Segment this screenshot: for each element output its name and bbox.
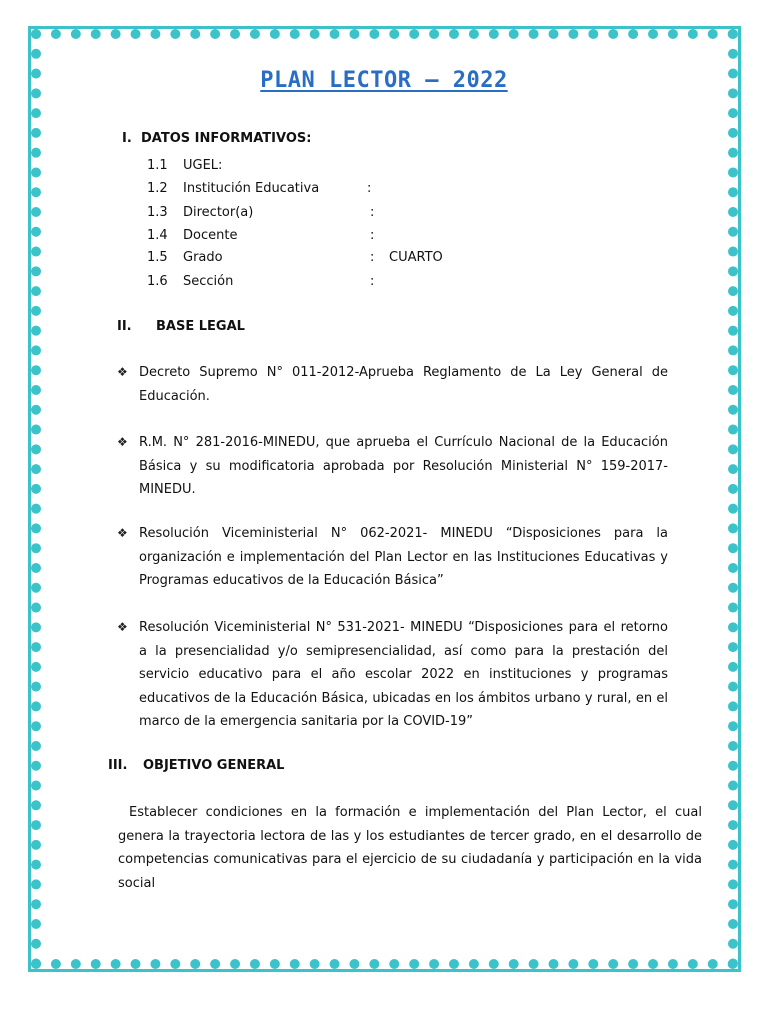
item-number: 1.2 bbox=[147, 181, 168, 196]
item-number: 1.4 bbox=[147, 228, 168, 243]
bullet-icon: ❖ bbox=[117, 435, 128, 449]
bullet-icon: ❖ bbox=[117, 620, 128, 634]
section-3-number: III. bbox=[108, 758, 128, 773]
item-number: 1.3 bbox=[147, 205, 168, 220]
page-title: PLAN LECTOR – 2022 bbox=[260, 68, 508, 93]
item-number: 1.5 bbox=[147, 250, 168, 265]
item-separator: : bbox=[370, 228, 375, 243]
item-separator: : bbox=[367, 181, 372, 196]
bullet-icon: ❖ bbox=[117, 526, 128, 540]
section-2-number: II. bbox=[117, 319, 132, 334]
section-3-title: OBJETIVO GENERAL bbox=[143, 758, 285, 773]
bullet-icon: ❖ bbox=[117, 365, 128, 379]
section-1-title: DATOS INFORMATIVOS: bbox=[141, 131, 312, 146]
legal-item-text: Resolución Viceministerial N° 062-2021- MINEDU “Disposiciones para la organización e implementación del Plan Lector en las Instituciones Educativas y Programas educativos de la Educación Básica” bbox=[139, 526, 668, 588]
item-label: Institución Educativa bbox=[183, 181, 320, 196]
item-label: Director(a) bbox=[183, 205, 254, 220]
item-label: Sección bbox=[183, 274, 234, 289]
legal-item-text: R.M. N° 281-2016-MINEDU, que aprueba el Currículo Nacional de la Educación Básica y su modificatoria aprobada por Resolución Ministerial N° 159-2017-MINEDU. bbox=[139, 435, 668, 497]
section-1-number: I. bbox=[122, 131, 132, 146]
item-label: Grado bbox=[183, 250, 223, 265]
legal-item-text: Resolución Viceministerial N° 531-2021- MINEDU “Disposiciones para el retorno a la presencialidad y/o semipresencialidad, así como para la prestación del servicio educativo para el año escolar 2022 en instituciones y programas educativos de la Educación Básica, ubicadas en los ámbitos urbano y rural, en el marco de la emergencia sanitaria por la COVID-19” bbox=[139, 620, 668, 729]
item-number: 1.1 bbox=[147, 158, 168, 173]
item-label: Docente bbox=[183, 228, 238, 243]
item-number: 1.6 bbox=[147, 274, 168, 289]
legal-item-text: Decreto Supremo N° 011-2012-Aprueba Reglamento de La Ley General de Educación. bbox=[139, 365, 668, 404]
objetivo-text: Establecer condiciones en la formación e implementación del Plan Lector, el cual genera la trayectoria lectora de las y los estudiantes de tercer grado, en el desarrollo de competencias comunicativas para el ejercicio de su ciudadanía y participación en la vida social bbox=[118, 805, 702, 891]
item-separator: : bbox=[370, 274, 375, 289]
item-value: CUARTO bbox=[389, 250, 443, 265]
item-label: UGEL: bbox=[183, 158, 223, 173]
item-separator: : bbox=[370, 250, 375, 265]
item-separator: : bbox=[370, 205, 375, 220]
section-2-title: BASE LEGAL bbox=[156, 319, 245, 334]
